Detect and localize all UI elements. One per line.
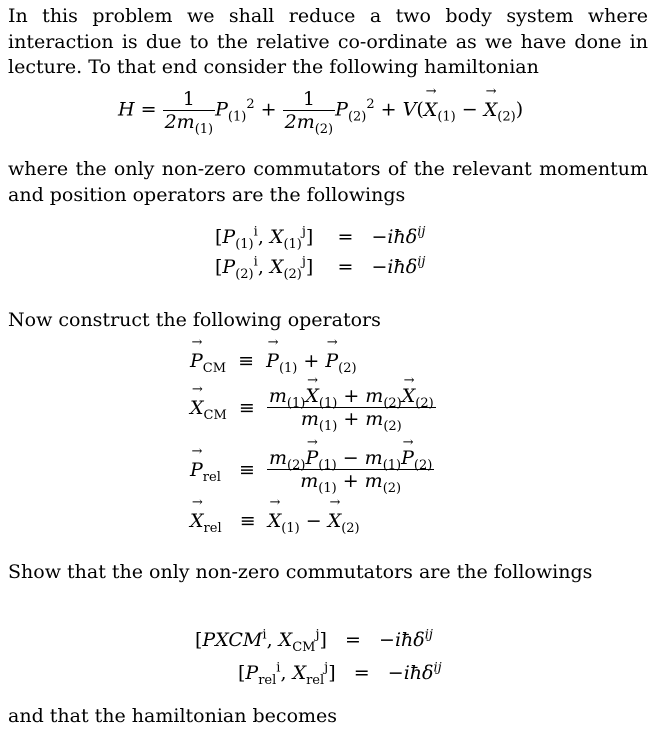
p-cm-definition: → $P_{CM}$ ≡ → $P_{(1)}$ + → $P_{(2)}$ — [190, 350, 357, 372]
p-rel-definition: → $P_{rel}$ ≡ $\frac{m_{(2)}\to P_{(1)} - m_{(1)}\to P_{(2)}}{m_{(1)} + m_{(2)}}$ — [190, 447, 434, 492]
show-paragraph: Show that the only non-zero commutators are the followings — [8, 561, 593, 583]
final-paragraph: and that the hamiltonian becomes — [8, 705, 338, 727]
hamiltonian-equation: H = $\frac{1}{2m_{(1)}}$ $P_{(1)}^2$ + $\frac{1}{2m_{(2)}}$ $P_{(2)}^2 + V(\to X_{(1)}$ − → $X_{(2)}$) — [118, 88, 523, 133]
x-rel-definition: → $X_{rel}$ ≡ → $X_{(1)}$ − → $X_{(2)}$ — [190, 510, 360, 532]
intro-paragraph: In this problem we shall reduce a two body system where interaction is due to the relative co-ordinate as we have done in lecture. To that end consider the following hamiltonian — [8, 5, 648, 78]
fraction-1: $\frac{1}{2m_{(1)}}$ — [164, 88, 214, 137]
result-commutator-1: [PXCM$^i$, $X_{CM}^j$] = −iħδ$^{ij}$ — [195, 627, 433, 655]
commutator-1: [$P_{(1)}^i$, $X_{(1)}^j$] = −iħδ$^{ij}$ — [215, 224, 426, 252]
commutators-intro-paragraph: where the only non-zero commutators of the relevant momentum and position operators are the followings — [8, 158, 648, 206]
commutator-2: [$P_{(2)}^i$, $X_{(2)}^j$] = −iħδ$^{ij}$ — [215, 254, 426, 282]
construct-paragraph: Now construct the following operators — [8, 309, 381, 331]
x-cm-definition: → $X_{CM}$ ≡ $\frac{m_{(1)}\to X_{(1)} + m_{(2)}\to X_{(2)}}{m_{(1)} + m_{(2)}}$ — [190, 385, 436, 430]
result-commutator-2: [$P_{rel}^i$, $X_{rel}^j$] = −iħδ$^{ij}$ — [238, 660, 442, 688]
fraction-2: $\frac{1}{2m_{(2)}}$ — [284, 88, 334, 137]
